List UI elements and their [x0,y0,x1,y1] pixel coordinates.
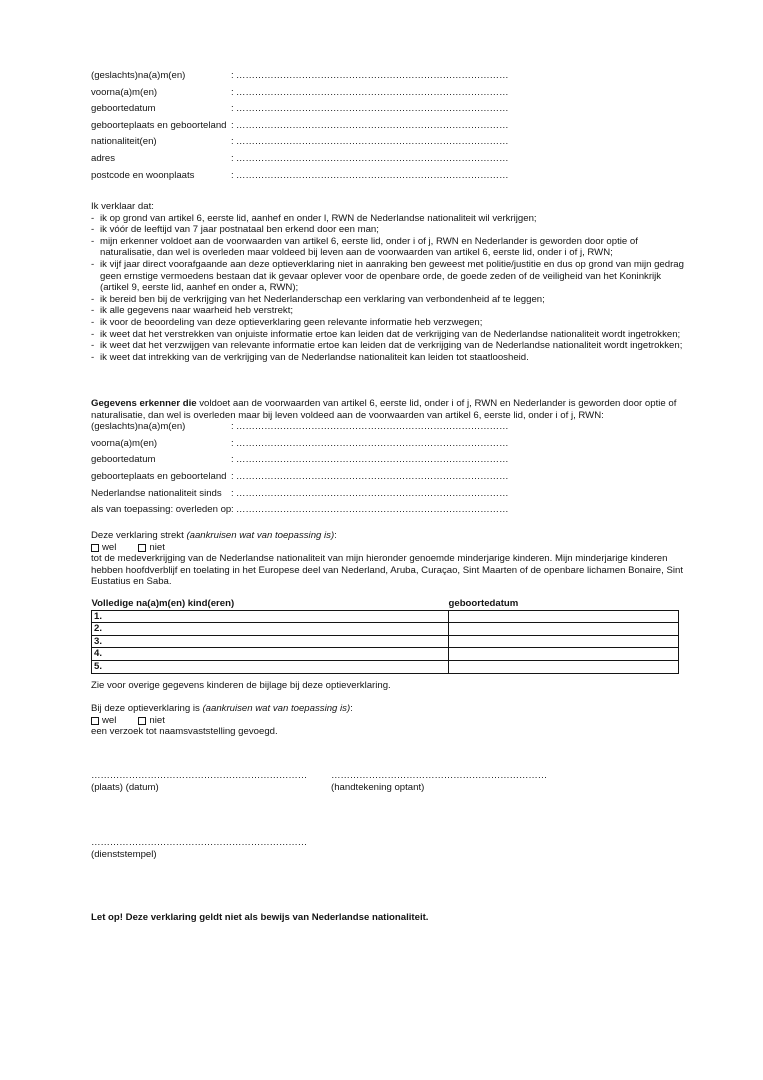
table-row [92,660,679,673]
child-name-cell[interactable]: 3. [92,635,449,648]
place-date-line[interactable]: …………………………………………………………… [91,770,308,781]
declaration-item: - ik voor de beoordeling van deze optieverklaring geen relevante informatie heb verzwegen; [91,317,691,329]
field-birth-date[interactable] [91,103,691,120]
signature-label: (handtekening optant) [331,781,425,793]
name-request-text: een verzoek tot naamsvaststelling gevoegd. [91,726,278,738]
extends-intro-colon: : [334,530,337,541]
field-label: als van toepassing: overleden op [91,504,232,516]
table-row [92,635,679,648]
child-birthdate-cell[interactable] [449,610,679,623]
declaration-item: - ik weet dat intrekking van de verkrijging van de Nederlandse nationaliteit kan leiden tot staatloosheid. [91,352,691,364]
child-name-cell[interactable]: 4. [92,648,449,661]
field-label: (geslachts)na(a)m(en) [91,70,186,81]
checkbox-label: niet [149,714,165,726]
declaration-section [91,201,691,363]
field-input-line[interactable]: : …………………………………………………………………………… [231,437,509,449]
checkbox-icon[interactable] [91,717,99,725]
declaration-item: - ik bereid ben bij de verkrijging van het Nederlanderschap een verklaring van verbondenheid af te leggen; [91,294,691,306]
field-label: (geslachts)na(a)m(en) [91,421,186,433]
signature-optant [331,770,631,793]
place-date-label: (plaats) (datum) [91,781,159,793]
extends-intro-text: Deze verklaring strekt [91,530,187,541]
recognizer-field-surname[interactable] [91,421,691,438]
checkbox-label: wel [102,541,117,553]
declaration-item: - ik alle gegevens naar waarheid heb verstrekt; [91,305,691,317]
checkbox-icon[interactable] [91,544,99,552]
field-input-line[interactable]: : …………………………………………………………………………… [231,487,509,499]
field-input-line[interactable]: : …………………………………………………………………………… [231,454,509,466]
appendix-note: Zie voor overige gegevens kinderen de bijlage bij deze optieverklaring. [91,680,391,691]
table-row [92,648,679,661]
field-input-line[interactable]: : …………………………………………………………………………… [231,504,509,516]
name-request-options [91,715,691,727]
personal-fields [91,70,691,186]
declaration-item: - mijn erkenner voldoet aan de voorwaarden van artikel 6, eerste lid, onder i of j, RWN en Nederlander is geworden door optie of naturalisatie, dan wel is overleden maar voldeed bij leven aan de voorwaarden van artikel 6, eerste lid, onder i of j, RWN; [91,236,691,259]
declaration-list [91,213,691,364]
appendix-note-section [91,680,691,692]
checkbox-label: wel [102,714,117,726]
stamp-line[interactable]: …………………………………………………………… [91,837,308,848]
child-birthdate-cell[interactable] [449,623,679,636]
recognizer-field-deceased-on[interactable] [91,504,691,521]
child-birthdate-cell[interactable] [449,635,679,648]
extends-text: tot de medeverkrijging van de Nederlandse nationaliteit van mijn hieronder genoemde minderjarige kinderen. Mijn minderjarige kinderen hebben hoofdverblijf en toelating in het Europese deel van Nederland, Aruba, Curaçao, Sint Maarten of de openbare lichamen Bonaire, Sint Eustatius en Saba. [91,553,684,588]
declaration-item: - ik weet dat het verzwijgen van relevante informatie ertoe kan leiden dat de verkrijging van de Nederlandse nationaliteit wordt ingetrokken; [91,340,691,352]
checkbox-wel[interactable] [91,542,116,554]
child-name-cell[interactable]: 2. [92,623,449,636]
field-input-line[interactable]: : …………………………………………………………………………… [231,421,509,433]
extends-options [91,542,691,554]
field-nationality[interactable] [91,136,691,153]
recognizer-heading [91,398,691,421]
field-label: voorna(a)m(en) [91,437,158,449]
field-label: postcode en woonplaats [91,169,195,181]
declaration-item: - ik op grond van artikel 6, eerste lid, aanhef en onder l, RWN de Nederlandse nationaliteit wil verkrijgen; [91,213,691,225]
field-address[interactable] [91,153,691,170]
recognizer-field-birth-date[interactable] [91,454,691,471]
checkbox-icon[interactable] [138,544,146,552]
child-birthdate-cell[interactable] [449,660,679,673]
field-label: geboortedatum [91,454,156,466]
field-label: Nederlandse nationaliteit sinds [91,487,222,499]
field-input-line[interactable]: : …………………………………………………………………………… [231,136,509,148]
declaration-intro: Ik verklaar dat: [91,201,154,212]
children-table-section [91,598,691,674]
field-label: adres [91,152,115,164]
field-label: geboortedatum [91,103,156,115]
field-input-line[interactable]: : …………………………………………………………………………… [231,103,509,115]
declaration-item: - ik vijf jaar direct voorafgaande aan deze optieverklaring niet in aanraking ben geweest met politie/justitie en dus op grond van mijn gedrag geen ernstige vermoedens bestaan dat ik gevaar oplever voor de openbare orde, de goede zeden of de veiligheid van het Koninkrijk (artikel 9, eerste lid, aanhef en onder a, RWN); [91,259,691,294]
stamp-section [91,837,691,860]
children-table [91,598,679,674]
child-name-cell[interactable]: 1. [92,610,449,623]
child-birthdate-cell[interactable] [449,648,679,661]
field-first-names[interactable] [91,87,691,104]
column-header-name: Volledige na(a)m(en) kind(eren) [92,598,449,610]
recognizer-field-first-names[interactable] [91,438,691,455]
field-surname[interactable] [91,70,691,87]
checkbox-niet[interactable] [138,542,164,554]
name-request-intro [91,703,691,715]
name-request-intro-text: Bij deze optieverklaring is [91,703,203,714]
checkbox-niet[interactable] [138,715,164,727]
field-input-line[interactable]: : …………………………………………………………………………… [231,169,509,181]
field-label: geboorteplaats en geboorteland [91,470,227,482]
declaration-item: - ik vóór de leeftijd van 7 jaar postnataal ben erkend door een man; [91,224,691,236]
signature-line[interactable]: …………………………………………………………… [331,770,548,781]
warning-text: Let op! Deze verklaring geldt niet als bewijs van Nederlandse nationaliteit. [91,912,429,923]
recognizer-field-birth-place[interactable] [91,471,691,488]
name-request-intro-colon: : [350,703,353,714]
checkbox-label: niet [149,541,165,553]
table-row [92,610,679,623]
recognizer-field-nationality-since[interactable] [91,488,691,505]
checkbox-icon[interactable] [138,717,146,725]
field-label: nationaliteit(en) [91,136,157,148]
checkbox-wel[interactable] [91,715,116,727]
extends-intro [91,530,691,542]
warning-section [91,912,691,924]
child-name-cell[interactable]: 5. [92,660,449,673]
field-input-line[interactable]: : …………………………………………………………………………… [231,119,509,131]
field-birth-place[interactable] [91,120,691,137]
table-row [92,623,679,636]
recognizer-heading-bold: Gegevens erkenner die [91,398,197,409]
name-request-section [91,703,691,738]
declaration-item: - ik weet dat het verstrekken van onjuiste informatie ertoe kan leiden dat de verkrijging van de Nederlandse nationaliteit wordt ingetrokken; [91,329,691,341]
column-header-birthdate: geboortedatum [449,598,679,610]
name-request-intro-italic: (aankruisen wat van toepassing is) [202,703,351,714]
extends-section [91,530,691,588]
field-input-line[interactable]: : …………………………………………………………………………… [231,152,509,164]
recognizer-section [91,398,691,521]
field-label: voorna(a)m(en) [91,86,158,98]
stamp-label: (dienststempel) [91,848,157,860]
field-postcode-city[interactable] [91,170,691,187]
recognizer-heading-text: voldoet aan de voorwaarden van artikel 6, eerste lid, onder i of j, RWN en Nederlander is geworden door optie of naturalisatie, dan wel is overleden maar bij leven voldeed aan de voorwaarden van artikel 6, eerste lid, onder i of j, RWN: [91,398,677,421]
extends-intro-italic: (aankruisen wat van toepassing is) [186,530,335,541]
field-input-line[interactable]: : …………………………………………………………………………… [231,470,509,482]
table-header-row [92,598,679,610]
field-input-line[interactable]: : …………………………………………………………………………… [231,86,509,98]
field-input-line[interactable]: : …………………………………………………………………………… [231,70,509,81]
field-label: geboorteplaats en geboorteland [91,119,227,131]
